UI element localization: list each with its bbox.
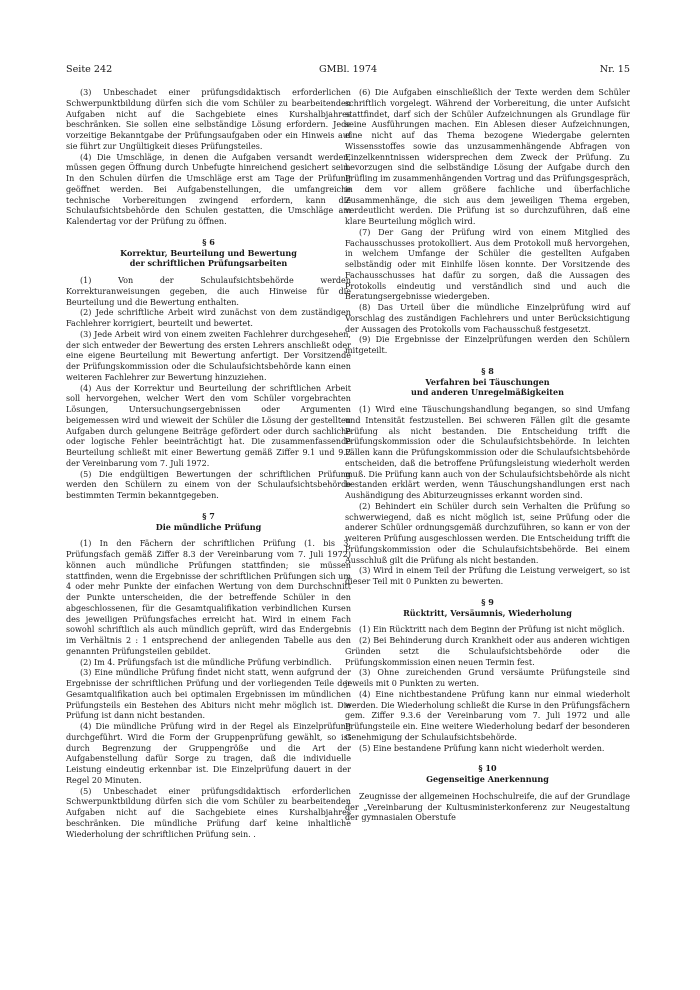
section-title-line: der schriftlichen Prüfungsarbeiten	[129, 258, 288, 269]
paragraph: (7) Der Gang der Prüfung wird von einem Mitglied des Fachausschusses protokolliert. Aus dem Protokoll muß hervorgehen, in welchem Umfange der Schüler die gestellten Aufgaben selbständig oder mit Einhilfe lösen konnte. Der Vorsitzende des Fachausschusses hat dafür zu sorgen, daß die Aussagen des Protokolls eindeutig und verständlich sind und auch die Beratungsergebnisse wiedergeben.	[345, 227, 630, 302]
section-title	[66, 248, 351, 270]
page-number: Seite 242	[66, 64, 113, 75]
paragraph: (3) Ohne zureichenden Grund versäumte Prüfungsteile sind jeweils mit 0 Punkten zu werten.	[345, 668, 630, 688]
page-header	[66, 62, 630, 78]
paragraph: (5) Eine bestandene Prüfung kann nicht wiederholt werden.	[359, 743, 605, 753]
section-title-line: Rücktritt, Versäumnis, Wiederholung	[403, 607, 572, 618]
section-number: § 9	[481, 596, 494, 607]
paragraph: (1) Von der Schulaufsichtsbehörde werden Korrekturanweisungen gegeben, die auch Hinweise für die Beurteilung und die Bewertung enthalten.	[66, 276, 351, 307]
paragraph: (6) Die Aufgaben einschließlich der Texte werden dem Schüler schriftlich vorgelegt. Während der Vorbereitung, die unter Aufsicht stattfindet, darf sich der Schüler Aufzeichnungen als Grundlage für seine Ausführungen machen. Ein Ablesen dieser Aufzeichnungen, eine nicht auf das Thema bezogene Wiedergabe gelernten Wissensstoffes sowie das unzusammenhängende Abfragen von Einzelkenntnissen widersprechen dem Zweck der Prüfung. Zu bevorzugen sind die selbständige Lösung der Aufgabe durch den Prüfling im zusammenhängenden Vortrag und das Prüfungsgespräch, in dem vor allem größere fachliche und überfachliche Zusammenhänge, die sich aus dem jeweiligen Thema ergeben, verdeutlicht werden. Die Prüfung ist so durchzuführen, daß eine klare Beurteilung möglich wird.	[345, 88, 630, 226]
section-title-line: Korrektur, Beurteilung und Bewertung	[120, 247, 297, 258]
paragraph: (1) In den Fächern der schriftlichen Prüfung (1. bis 3. Prüfungsfach gemäß Ziffer 8.3 der Vereinbarung vom 7. Juli 1972) können auch mündliche Prüfungen stattfinden; sie müssen stattfinden, wenn die Ergebnisse der schriftlichen Prüfungen sich um 4 oder mehr Punkte der einfachen Wertung von dem Durchschnitt der Punkte unterscheiden, die der betreffende Schüler in den abgeschlossenen, für die Gesamtqualifikation verbindlichen Kursen des jeweiligen Prüfungsfaches erreicht hat. Wird in einem Fach sowohl schriftlich als auch mündlich geprüft, wird das Endergebnis im Verhältnis 2 : 1 entsprechend der anliegenden Tabelle aus den genannten Prüfungsteilen gebildet.	[66, 539, 351, 656]
section-title	[345, 774, 630, 785]
left-column	[66, 88, 351, 840]
section-number: § 7	[202, 510, 215, 521]
paragraph: (4) Eine nichtbestandene Prüfung kann nur einmal wiederholt werden. Die Wiederholung schließt die Kurse in den Prüfungsfächern gem. Ziffer 9.3.6 der Vereinbarung vom 7. Juli 1972 und alle Prüfungsteile ein. Eine weitere Wiederholung bedarf der besonderen Genehmigung der Schulaufsichtsbehörde.	[345, 689, 630, 742]
section-title	[345, 377, 630, 399]
paragraph: (2) Jede schriftliche Arbeit wird zunächst von dem zuständigen Fachlehrer korrigiert, beurteilt und bewertet.	[66, 308, 351, 328]
paragraph: (3) Jede Arbeit wird von einem zweiten Fachlehrer durchgesehen, der sich entweder der Bewertung des ersten Lehrers anschließt oder eine eigene Beurteilung mit Bewertung anfertigt. Der Vorsitzende der Prüfungskommission oder die Schulaufsichtsbehörde kann einen weiteren Fachlehrer zur Bewertung hinzuziehen.	[66, 329, 351, 382]
paragraph: (2) Im 4. Prüfungsfach ist die mündliche Prüfung verbindlich.	[80, 657, 332, 667]
paragraph: (3) Unbeschadet einer prüfungsdidaktisch erforderlichen Schwerpunktbildung dürfen sich die vom Schüler zu bearbeitenden Aufgaben nicht auf die Sachgebiete eines Kurshalbjahres beschränken. Sie sollen eine selbständige Lösung erfordern. Jede vorzeitige Bekanntgabe der Prüfungsaufgaben oder ein Hinweis auf sie führt zur Ungültigkeit dieses Prüfungsteiles.	[66, 88, 351, 151]
section-title	[66, 522, 351, 533]
paragraph: (4) Die mündliche Prüfung wird in der Regel als Einzelprüfung durchgeführt. Wird die Form der Gruppenprüfung gewählt, so ist durch Begrenzung der Gruppengröße und die Art der Aufgabenstellung dafür Sorge zu tragen, daß die individuelle Leistung eindeutig erkennbar ist. Die Einzelprüfung dauert in der Regel 20 Minuten.	[66, 722, 351, 785]
section-number: § 8	[481, 365, 494, 376]
right-column	[345, 88, 630, 824]
publication-title: GMBl. 1974	[318, 64, 378, 75]
section-number: § 6	[202, 236, 215, 247]
paragraph: (5) Die endgültigen Bewertungen der schriftlichen Prüfung werden den Schülern zu einem von der Schulaufsichtsbehörde bestimmten Termin bekanntgegeben.	[66, 469, 351, 500]
section-title-line: Gegenseitige Anerkennung	[426, 774, 549, 784]
paragraph: (3) Eine mündliche Prüfung findet nicht statt, wenn aufgrund der Ergebnisse der schriftlichen Prüfung und der vorliegenden Teile der Gesamtqualifikation auch bei optimalen Ergebnissen im mündlichen Prüfungsteils ein Bestehen des Abiturs nicht mehr möglich ist. Die Prüfung ist dann nicht bestanden.	[66, 668, 351, 721]
section-number: § 10	[478, 763, 497, 774]
paragraph: (5) Unbeschadet einer prüfungsdidaktisch erforderlichen Schwerpunktbildung dürfen sich die vom Schüler zu bearbeitenden Aufgaben nicht auf die Sachgebiete eines Kurshalbjahres beschränken. Die mündliche Prüfung darf keine inhaltliche Wiederholung der schriftlichen Prüfung sein. .	[66, 786, 351, 839]
paragraph: (1) Wird eine Täuschungshandlung begangen, so sind Umfang und Intensität festzustellen. Bei schweren Fällen gilt die gesamte Prüfung als nicht bestanden. Die Entscheidung trifft die Prüfungskommission oder die Schulaufsichtsbehörde. In leichten Fällen kann die Prüfungskommission oder die Schulaufsichtsbehörde entscheiden, daß die betroffene Prüfungsleistung wiederholt werden muß. Die Prüfung kann auch von der Schulaufsichtsbehörde als nicht bestanden erklärt werden, wenn Täuschungshandlungen erst nach Aushändigung des Abiturzeugnisses erkannt worden sind.	[345, 405, 630, 500]
paragraph: (2) Behindert ein Schüler durch sein Verhalten die Prüfung so schwerwiegend, daß es nicht möglich ist, seine Prüfung oder die anderer Schüler ordnungsgemäß durchzuführen, so kann er von der weiteren Prüfung ausgeschlossen werden. Die Entscheidung trifft die Prüfungskommission oder die Schulaufsichtsbehörde. Bei einem Ausschluß gilt die Prüfung als nicht bestanden.	[345, 501, 630, 565]
paragraph: (4) Aus der Korrektur und Beurteilung der schriftlichen Arbeit soll hervorgehen, welcher Wert den vom Schüler vorgebrachten Lösungen, Untersuchungsergebnissen oder Argumenten beigemessen wird und wieweit der Schüler die Lösung der gestellten Aufgaben durch gelungene Beiträge gefördert oder durch sachliche oder logische Fehler beeinträchtigt hat. Die zusammenfassende Beurteilung schließt mit einer Bewertung gemäß Ziffer 9.1 und 9.2 der Vereinbarung vom 7. Juli 1972.	[66, 383, 351, 468]
paragraph: (1) Ein Rücktritt nach dem Beginn der Prüfung ist nicht möglich.	[359, 625, 625, 635]
section-title-line: Verfahren bei Täuschungen	[425, 376, 550, 387]
paragraph: Zeugnisse der allgemeinen Hochschulreife, die auf der Grundlage der „Vereinbarung der Kultusministerkonferenz zur Neugestaltung der gymnasialen Oberstufe	[345, 791, 630, 823]
section-title-line: Die mündliche Prüfung	[155, 521, 262, 532]
paragraph: (8) Das Urteil über die mündliche Einzelprüfung wird auf Vorschlag des zuständigen Fachlehrers und unter Berücksichtigung der Aussagen des Protokolls vom Fachausschuß festgesetzt.	[345, 303, 630, 334]
paragraph: (3) Wird in einem Teil der Prüfung die Leistung verweigert, so ist dieser Teil mit 0 Punkten zu bewerten.	[345, 566, 630, 586]
section-title-line: und anderen Unregelmäßigkeiten	[411, 387, 564, 398]
paragraph: (4) Die Umschläge, in denen die Aufgaben versandt werden, müssen gegen Öffnung durch Unbefugte hinreichend gesichert sein. In den Schulen dürfen die Umschläge erst am Tage der Prüfung geöffnet werden. Bei Aufgabenstellungen, die umfangreiche technische Vorbereitungen zwingend erfordern, kann die Schulaufsichtsbehörde den Schulen gestatten, die Umschläge am Kalendertag vor der Prüfung zu öffnen.	[66, 152, 351, 226]
paragraph: (9) Die Ergebnisse der Einzelprüfungen werden den Schülern mitgeteilt.	[345, 335, 630, 355]
section-title	[345, 608, 630, 619]
issue-number: Nr. 15	[599, 64, 630, 75]
paragraph: (2) Bei Behinderung durch Krankheit oder aus anderen wichtigen Gründen setzt die Schulaufsichtsbehörde oder die Prüfungskommission einen neuen Termin fest.	[345, 636, 630, 667]
